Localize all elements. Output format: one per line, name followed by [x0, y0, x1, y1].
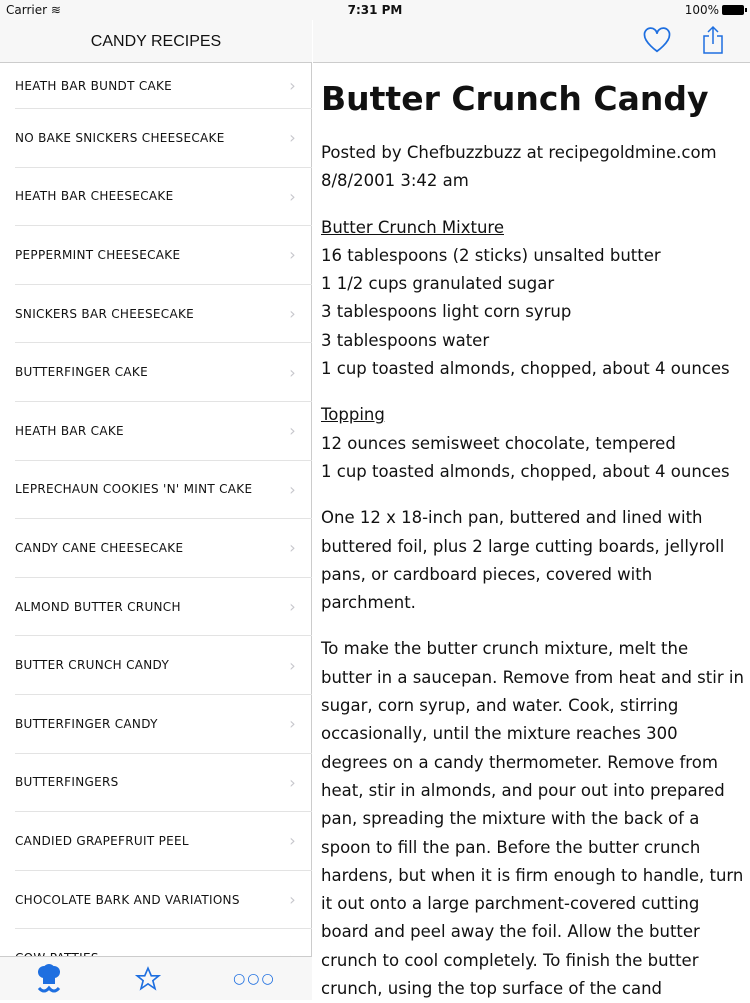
section-heading: Topping — [321, 405, 385, 425]
list-item[interactable] — [15, 812, 312, 871]
more-icon[interactable]: ○○○ — [233, 970, 276, 987]
chevron-right-icon: › — [289, 304, 296, 324]
list-item[interactable] — [15, 109, 312, 168]
list-item[interactable] — [15, 636, 312, 695]
recipe-detail-pane — [313, 0, 750, 1000]
section-heading: Butter Crunch Mixture — [321, 217, 504, 237]
list-item-label: PEPPERMINT CHEESECAKE — [15, 247, 181, 262]
list-item-label: HEATH BAR CAKE — [15, 423, 124, 438]
list-item[interactable] — [15, 402, 312, 461]
chevron-right-icon: › — [289, 772, 296, 792]
chevron-right-icon: › — [289, 890, 296, 910]
list-item-label: BUTTER CRUNCH CANDY — [15, 658, 170, 673]
ingredient: 1 cup toasted almonds, chopped, about 4 ounces — [321, 461, 730, 481]
ingredient: 1 cup toasted almonds, chopped, about 4 ounces — [321, 359, 730, 379]
chevron-right-icon: › — [289, 186, 296, 206]
chevron-right-icon: › — [289, 245, 296, 265]
posted-by: Posted by Chefbuzzbuzz at recipegoldmine.com — [321, 143, 717, 162]
list-title: CANDY RECIPES — [0, 20, 312, 63]
ingredient: 16 tablespoons (2 sticks) unsalted butter — [321, 245, 661, 265]
ingredient: 3 tablespoons light corn syrup — [321, 302, 572, 322]
chevron-right-icon: › — [289, 597, 296, 617]
recipe-title: Butter Crunch Candy — [321, 79, 709, 118]
list-item[interactable] — [15, 578, 312, 637]
list-item[interactable] — [15, 63, 312, 109]
list-item[interactable] — [15, 871, 312, 930]
chevron-right-icon: › — [289, 128, 296, 148]
list-item-label: ALMOND BUTTER CRUNCH — [15, 599, 181, 614]
detail-navbar — [313, 20, 750, 63]
directions-paragraph: To make the butter crunch mixture, melt the butter in a saucepan. Remove from heat and stir in sugar, corn syrup, and water. Cook, stirring occasionally, until the mixture reaches 300 degrees on a candy thermometer. Remove from heat, stir in almonds, and pour out into prepared pan, spreading the mixture with the back of a spoon to fill the pan. Before the butter crunch hardens, but when it is firm enough to handle, turn it out onto a large parchment-covered cutting board and peel away the foil. Allow the butter crunch to cool completely. To finish the butter crunch, using the top surface of the cand — [321, 639, 744, 999]
recipe-list[interactable] — [0, 63, 312, 956]
chevron-right-icon: › — [289, 655, 296, 675]
list-item-label: BUTTERFINGERS — [15, 775, 119, 790]
wifi-icon: ≋ — [50, 3, 61, 17]
list-item[interactable] — [15, 168, 312, 227]
chevron-right-icon: › — [289, 714, 296, 734]
ingredient: 12 ounces semisweet chocolate, tempered — [321, 433, 676, 453]
list-item-label: BUTTERFINGER CANDY — [15, 716, 158, 731]
list-item[interactable] — [15, 285, 312, 344]
recipe-list-pane — [0, 0, 312, 1000]
list-item[interactable] — [15, 226, 312, 285]
share-icon[interactable] — [702, 25, 724, 55]
chevron-right-icon: › — [289, 362, 296, 382]
star-icon[interactable] — [135, 966, 161, 992]
list-item[interactable] — [15, 519, 312, 578]
post-date: 8/8/2001 3:42 am — [321, 171, 469, 191]
battery-icon — [722, 5, 744, 15]
list-item-label: NO BAKE SNICKERS CHEESECAKE — [15, 130, 225, 145]
list-item-label: CHOCOLATE BARK AND VARIATIONS — [15, 892, 240, 907]
list-item-label: CANDY CANE CHEESECAKE — [15, 540, 184, 555]
list-item-label: HEATH BAR BUNDT CAKE — [15, 78, 173, 93]
ingredient: 3 tablespoons water — [321, 330, 490, 350]
chevron-right-icon: › — [289, 538, 296, 558]
chevron-right-icon: › — [289, 76, 296, 95]
list-item[interactable] — [15, 695, 312, 754]
list-item[interactable] — [15, 754, 312, 813]
recipe-content — [321, 63, 744, 1000]
chef-hat-icon[interactable] — [36, 964, 62, 994]
carrier: Carrier ≋ — [6, 3, 61, 17]
list-item[interactable] — [15, 343, 312, 402]
battery: 100% — [685, 3, 744, 17]
chevron-right-icon: › — [289, 831, 296, 851]
ingredient: 1 1/2 cups granulated sugar — [321, 274, 555, 294]
tab-bar — [0, 956, 312, 1000]
chevron-right-icon: › — [289, 479, 296, 499]
chevron-right-icon: › — [289, 421, 296, 441]
status-bar — [0, 0, 750, 20]
list-item-label: BUTTERFINGER CAKE — [15, 365, 148, 380]
equipment-paragraph: One 12 x 18-inch pan, buttered and lined with buttered foil, plus 2 large cutting boards, jellyroll pans, or cardboard pieces, covered with parchment. — [321, 508, 725, 613]
list-item-label: SNICKERS BAR CHEESECAKE — [15, 306, 195, 321]
clock: 7:31 PM — [347, 3, 403, 17]
list-item-label: CANDIED GRAPEFRUIT PEEL — [15, 833, 189, 848]
list-item-label: HEATH BAR CHEESECAKE — [15, 189, 174, 204]
list-item[interactable] — [15, 461, 312, 520]
heart-icon[interactable] — [642, 26, 672, 54]
list-item-label: LEPRECHAUN COOKIES 'N' MINT CAKE — [15, 482, 253, 497]
